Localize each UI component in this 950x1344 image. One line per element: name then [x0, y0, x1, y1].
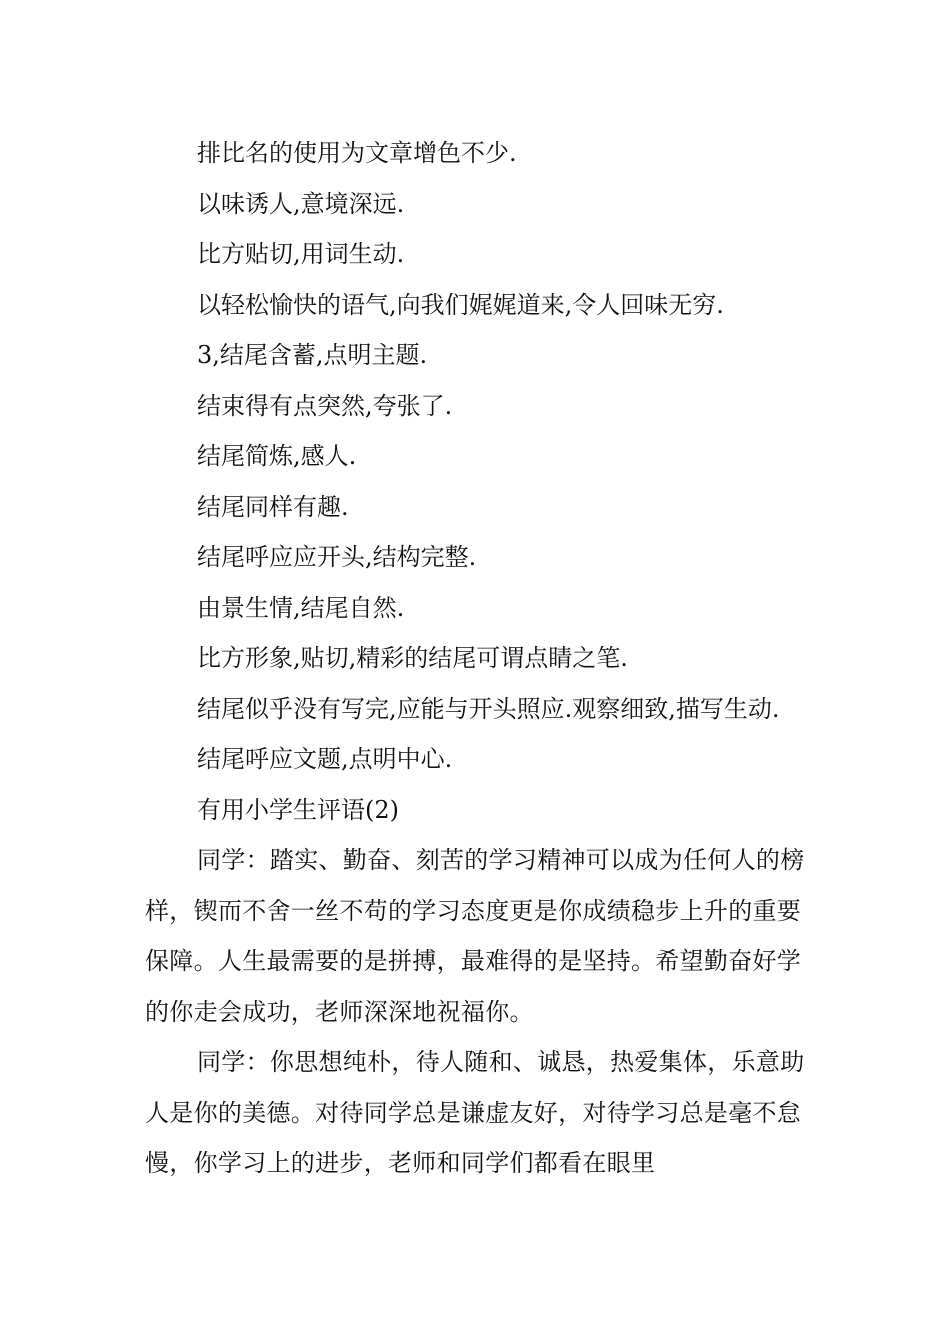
paragraph: 比方形象,贴切,精彩的结尾可谓点睛之笔.	[197, 644, 628, 672]
paragraph: 结尾简炼,感人.	[197, 442, 357, 470]
paragraph: 结尾呼应文题,点明中心.	[197, 745, 453, 773]
paragraph: 比方贴切,用词生动.	[197, 240, 405, 268]
section-heading: 有用小学生评语(2)	[197, 795, 399, 824]
document-body	[145, 128, 810, 1189]
paragraph: 结束得有点突然,夸张了.	[197, 391, 453, 420]
paragraph: 结尾呼应应开头,结构完整.	[197, 543, 477, 571]
paragraph: 同学：你思想纯朴，待人随和、诚恳，热爱集体，乐意助人是你的美德。对待同学总是谦虚友好，对待学习总是毫不怠慢，你学习上的进步，老师和同学们都看在眼里	[145, 1048, 805, 1177]
paragraph: 以轻松愉快的语气,向我们娓娓道来,令人回味无穷.	[197, 290, 724, 319]
paragraph: 结尾同样有趣.	[197, 492, 349, 521]
paragraph: 排比名的使用为文章增色不少.	[197, 139, 517, 167]
paragraph: 3,结尾含蓄,点明主题.	[197, 341, 428, 369]
paragraph: 同学：踏实、勤奋、刻苦的学习精神可以成为任何人的榜样，锲而不舍一丝不苟的学习态度更是你成绩稳步上升的重要保障。人生最需要的是拼搏，最难得的是坚持。希望勤奋好学的你走会成功，老师深深地祝福你。	[145, 846, 805, 1026]
paragraph: 结尾似乎没有写完,应能与开头照应.观察细致,描写生动.	[197, 694, 780, 723]
paragraph: 由景生情,结尾自然.	[197, 593, 405, 622]
paragraph: 以味诱人,意境深远.	[197, 189, 405, 218]
